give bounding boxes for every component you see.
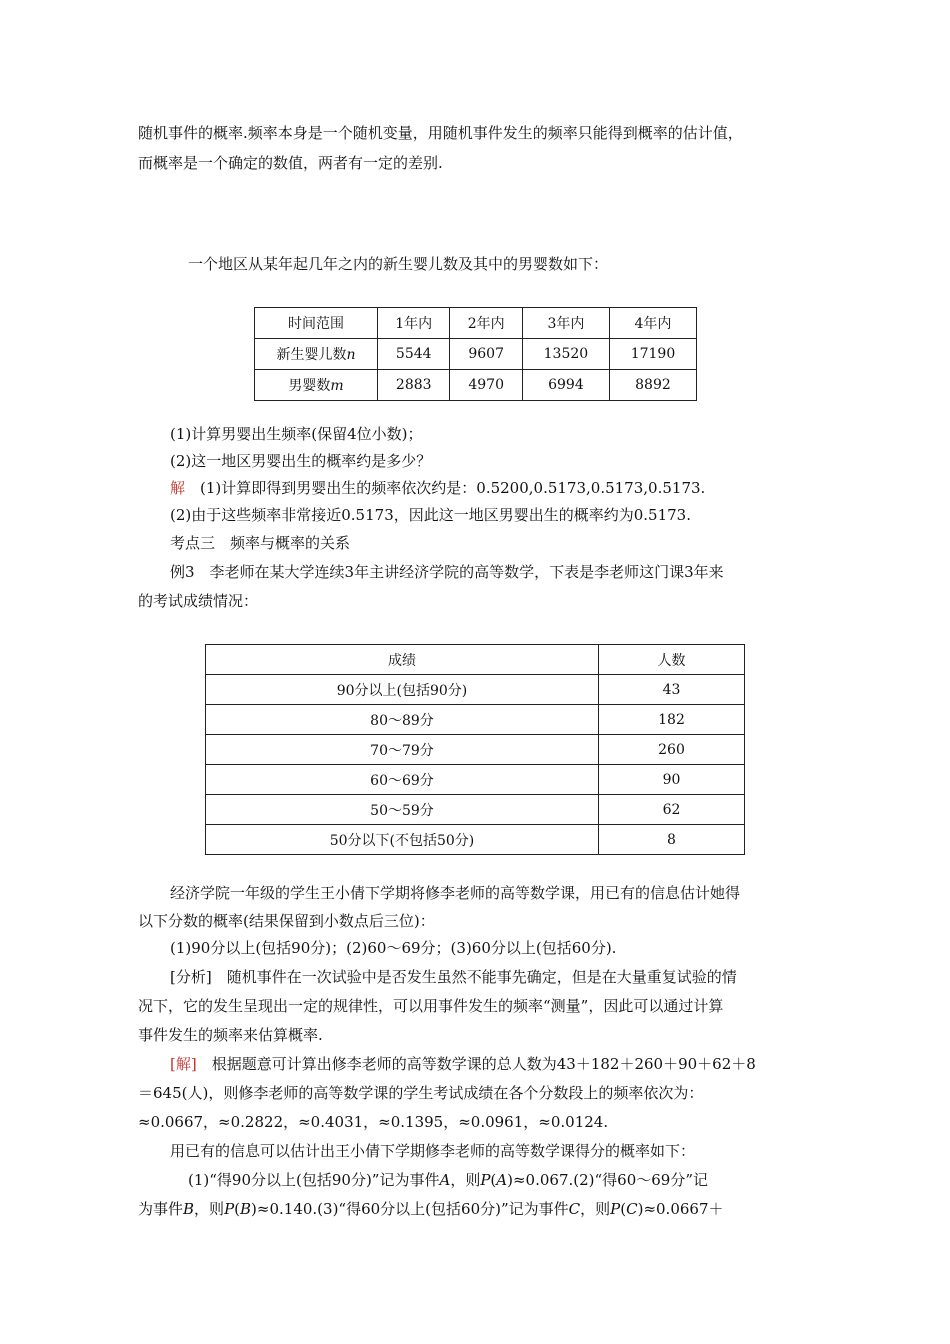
table-cell: 182	[599, 705, 745, 735]
table-header-cell: 成绩	[206, 645, 599, 675]
table-cell: 60～69分	[206, 765, 599, 795]
after-line-2: 以下分数的概率(结果保留到小数点后三位)：	[138, 912, 435, 930]
table-cell: 4970	[450, 370, 522, 401]
example3-line-2: 的考试成绩情况：	[138, 592, 259, 610]
analysis-mark: [分析]	[170, 968, 212, 986]
row-label: 新生婴儿数n	[255, 339, 378, 370]
section-title: 考点三 频率与概率的关系	[170, 534, 351, 552]
table-header-cell: 1年内	[378, 308, 450, 339]
table-row	[255, 308, 697, 339]
table-cell: 5544	[378, 339, 450, 370]
table-row	[206, 765, 745, 795]
table-cell: 6994	[522, 370, 609, 401]
analysis-line-3: 事件发生的频率来估算概率.	[138, 1026, 323, 1044]
table-cell: 8892	[609, 370, 696, 401]
table-cell: 62	[599, 795, 745, 825]
table-header-cell: 3年内	[522, 308, 609, 339]
solution-1: 解 (1)计算即得到男婴出生的频率依次约是：0.5200,0.5173,0.5173,0.5173.	[170, 479, 706, 497]
table-cell: 13520	[522, 339, 609, 370]
solution-mark: 解	[170, 479, 186, 497]
table-row	[206, 705, 745, 735]
table-cell: 8	[599, 825, 745, 855]
births-table	[254, 307, 697, 401]
table-row	[206, 675, 745, 705]
table-row	[206, 735, 745, 765]
analysis-line-1: [分析] 随机事件在一次试验中是否发生虽然不能事先确定，但是在大量重复试验的情	[170, 968, 737, 986]
solution-2: (2)由于这些频率非常接近0.5173，因此这一地区男婴出生的概率约为0.5173.	[170, 506, 691, 524]
table-header-cell: 人数	[599, 645, 745, 675]
table-header-cell: 2年内	[450, 308, 522, 339]
after-line-3: (1)90分以上(包括90分)；(2)60～69分；(3)60分以上(包括60分).	[170, 939, 617, 957]
table-cell: 50分以下(不包括50分)	[206, 825, 599, 855]
row-label: 男婴数m	[255, 370, 378, 401]
intro-line-1: 随机事件的概率.频率本身是一个随机变量，用随机事件发生的频率只能得到概率的估计值，	[138, 124, 743, 142]
table-cell: 50～59分	[206, 795, 599, 825]
table-row	[206, 795, 745, 825]
solve-mark: [解]	[170, 1055, 197, 1073]
intro-line-2: 而概率是一个确定的数值，两者有一定的差别.	[138, 154, 443, 172]
table-cell: 260	[599, 735, 745, 765]
table-cell: 17190	[609, 339, 696, 370]
final-line-2: 为事件B，则P(B)≈0.140.(3)“得60分以上(包括60分)”记为事件C，则P(C)≈0.0667＋	[138, 1200, 724, 1218]
table-header-cell: 4年内	[609, 308, 696, 339]
solve-line-1: [解] 根据题意可计算出修李老师的高等数学课的总人数为43＋182＋260＋90＋62＋8	[170, 1055, 756, 1073]
table-cell: 43	[599, 675, 745, 705]
table-cell: 70～79分	[206, 735, 599, 765]
table-row	[255, 339, 697, 370]
table-row	[255, 370, 697, 401]
after-line-1: 经济学院一年级的学生王小倩下学期将修李老师的高等数学课，用已有的信息估计她得	[170, 884, 741, 902]
example2-prompt: 一个地区从某年起几年之内的新生婴儿数及其中的男婴数如下：	[188, 255, 609, 273]
example3-line-1: 例3 李老师在某大学连续3年主讲经济学院的高等数学，下表是李老师这门课3年来	[170, 563, 724, 581]
table-row	[206, 645, 745, 675]
solve-line-4: 用已有的信息可以估计出王小倩下学期修李老师的高等数学课得分的概率如下：	[170, 1142, 696, 1160]
table-cell: 90	[599, 765, 745, 795]
question-2: (2)这一地区男婴出生的概率约是多少？	[170, 452, 432, 470]
table-cell: 90分以上(包括90分)	[206, 675, 599, 705]
table-cell: 2883	[378, 370, 450, 401]
table-header-cell: 时间范围	[255, 308, 378, 339]
solve-line-3: ≈0.0667，≈0.2822，≈0.4031，≈0.1395，≈0.0961，≈0.0124.	[138, 1113, 609, 1131]
analysis-line-2: 况下，它的发生呈现出一定的规律性，可以用事件发生的频率“测量”，因此可以通过计算	[138, 997, 724, 1015]
scores-table	[205, 644, 745, 855]
solve-line-2: ＝645(人)，则修李老师的高等数学课的学生考试成绩在各个分数段上的频率依次为：	[138, 1084, 704, 1102]
final-line-1: (1)“得90分以上(包括90分)”记为事件A，则P(A)≈0.067.(2)“得60～69分”记	[188, 1171, 709, 1189]
table-cell: 9607	[450, 339, 522, 370]
question-1: (1)计算男婴出生频率(保留4位小数)；	[170, 425, 423, 443]
table-cell: 80～89分	[206, 705, 599, 735]
table-row	[206, 825, 745, 855]
